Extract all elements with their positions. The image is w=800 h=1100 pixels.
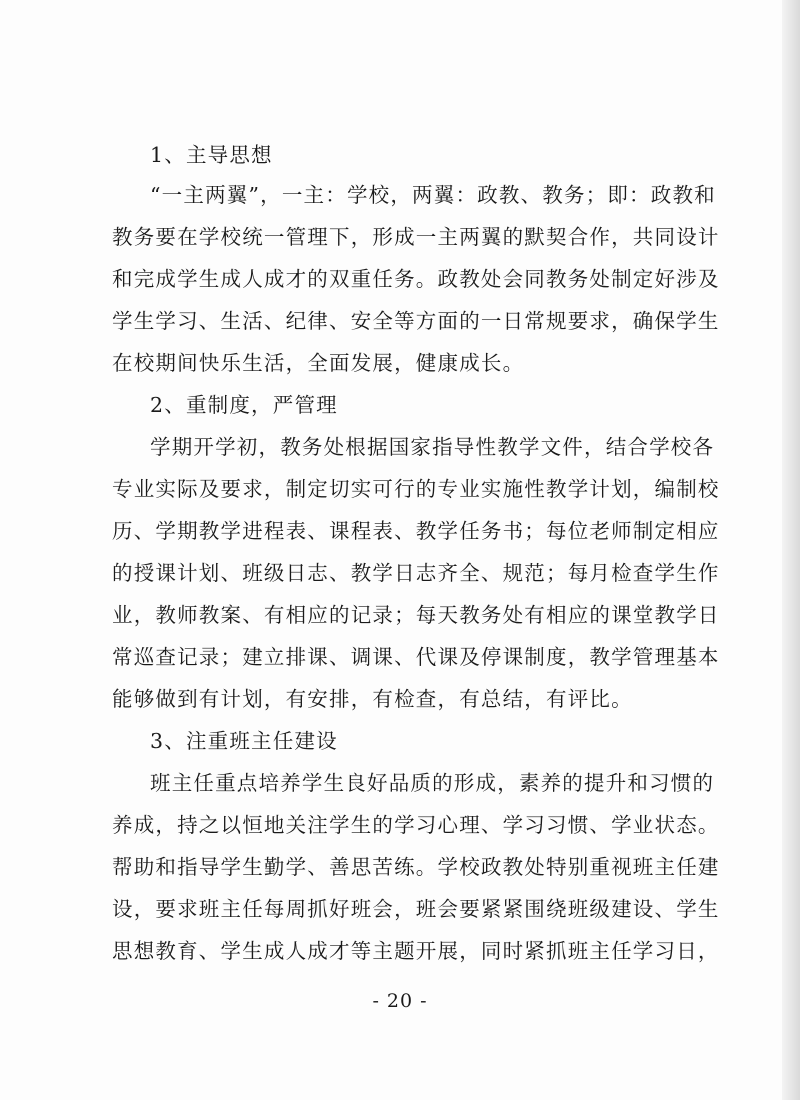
- paragraph-line: 专业实际及要求，制定切实可行的专业实施性教学计划，编制校: [112, 477, 720, 501]
- section-heading-2: 2、重制度，严管理: [150, 393, 338, 417]
- paragraph-line: 学生学习、生活、纪律、安全等方面的一日常规要求，确保学生: [112, 309, 720, 333]
- paragraph-line: 能够做到有计划，有安排，有检查，有总结，有评比。: [112, 687, 633, 711]
- paragraph-line: 学期开学初，教务处根据国家指导性教学文件，结合学校各: [150, 435, 715, 459]
- paragraph-line: 在校期间快乐生活，全面发展，健康成长。: [112, 351, 525, 375]
- page-number: - 20 -: [372, 990, 428, 1012]
- paragraph-line: 班主任重点培养学生良好品质的形成，素养的提升和习惯的: [150, 771, 715, 795]
- paragraph-line: 设，要求班主任每周抓好班会，班会要紧紧围绕班级建设、学生: [112, 897, 720, 921]
- paragraph-line: 历、学期教学进程表、课程表、教学任务书；每位老师制定相应: [112, 519, 720, 543]
- paragraph-line: 养成，持之以恒地关注学生的学习心理、学习习惯、学业状态。: [112, 813, 720, 837]
- paragraph-line: “一主两翼”，一主：学校，两翼：政教、教务；即：政教和: [150, 183, 716, 207]
- paragraph-line: 业，教师教案、有相应的记录；每天教务处有相应的课堂教学日: [112, 603, 720, 627]
- paragraph-line: 教务要在学校统一管理下，形成一主两翼的默契合作，共同设计: [112, 225, 720, 249]
- section-heading-1: 1、主导思想: [150, 143, 273, 167]
- paragraph-line: 的授课计划、班级日志、教学日志齐全、规范；每月检查学生作: [112, 561, 720, 585]
- paragraph-line: 常巡查记录；建立排课、调课、代课及停课制度，教学管理基本: [112, 645, 720, 669]
- paragraph-line: 帮助和指导学生勤学、善思苦练。学校政教处特别重视班主任建: [112, 855, 720, 879]
- paragraph-line: 和完成学生成人成才的双重任务。政教处会同教务处制定好涉及: [112, 267, 720, 291]
- paragraph-line: 思想教育、学生成人成才等主题开展，同时紧抓班主任学习日，: [112, 939, 720, 963]
- section-heading-3: 3、注重班主任建设: [150, 729, 338, 753]
- scan-edge-shadow: [782, 0, 800, 1100]
